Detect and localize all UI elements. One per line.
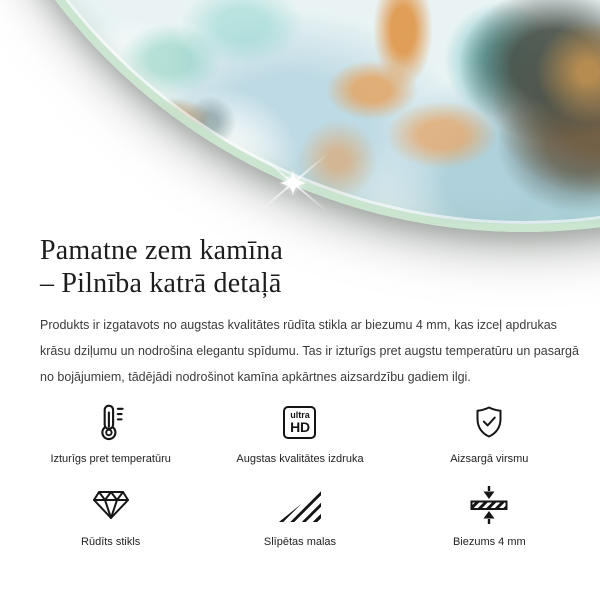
sparkle-icon [280, 170, 306, 196]
thickness-icon [467, 485, 511, 525]
feature-label: Rūdīts stikls [81, 536, 141, 548]
icon-box [467, 483, 511, 527]
feature-tempered-glass [16, 483, 205, 548]
ultra-hd-icon-text-top: ultra [290, 409, 310, 420]
ultra-hd-icon [283, 406, 316, 439]
glass-panel-image [0, 0, 600, 232]
icon-box [90, 483, 132, 527]
feature-label: Aizsargā virsmu [450, 453, 529, 465]
icon-box [91, 400, 131, 444]
feature-label: Augstas kvalitātes izdruka [236, 453, 364, 465]
title-line-2: – Pilnība katrā detaļā [40, 268, 282, 299]
icon-box [279, 483, 321, 527]
title-line-1: Pamatne zem kamīna [40, 235, 284, 266]
feature-surface-protection [395, 400, 584, 465]
features-grid [16, 400, 584, 548]
thermometer-icon [91, 400, 131, 444]
beveled-edges-icon [279, 488, 321, 522]
product-description: Produkts ir izgatavots no augstas kvalitātes rūdīta stikla ar biezumu 4 mm, kas izceļ apdrukas krāsu dziļumu un nodrošina elegantu spīdumu. Tas ir izturīgs pret augstu temperatūru un pasargā no bojājumiem, tādējādi nodrošinot kamīna apkārtnes aizsardzību gadiem ilgi. [40, 318, 579, 384]
feature-print-quality [205, 400, 394, 465]
feature-label: Slīpētas malas [263, 536, 337, 548]
feature-thickness [395, 483, 584, 548]
feature-label: Izturīgs pret temperatūru [50, 453, 171, 465]
product-photo [0, 0, 600, 230]
diamond-icon [90, 487, 132, 523]
icon-box [470, 400, 508, 444]
feature-temperature [16, 400, 205, 465]
icon-box [283, 400, 316, 444]
feature-label: Biezums 4 mm [452, 536, 526, 548]
page-title [40, 234, 283, 300]
feature-polished-edges [205, 483, 394, 548]
ultra-hd-icon-text-bottom: HD [290, 418, 310, 435]
shield-check-icon [470, 403, 508, 441]
